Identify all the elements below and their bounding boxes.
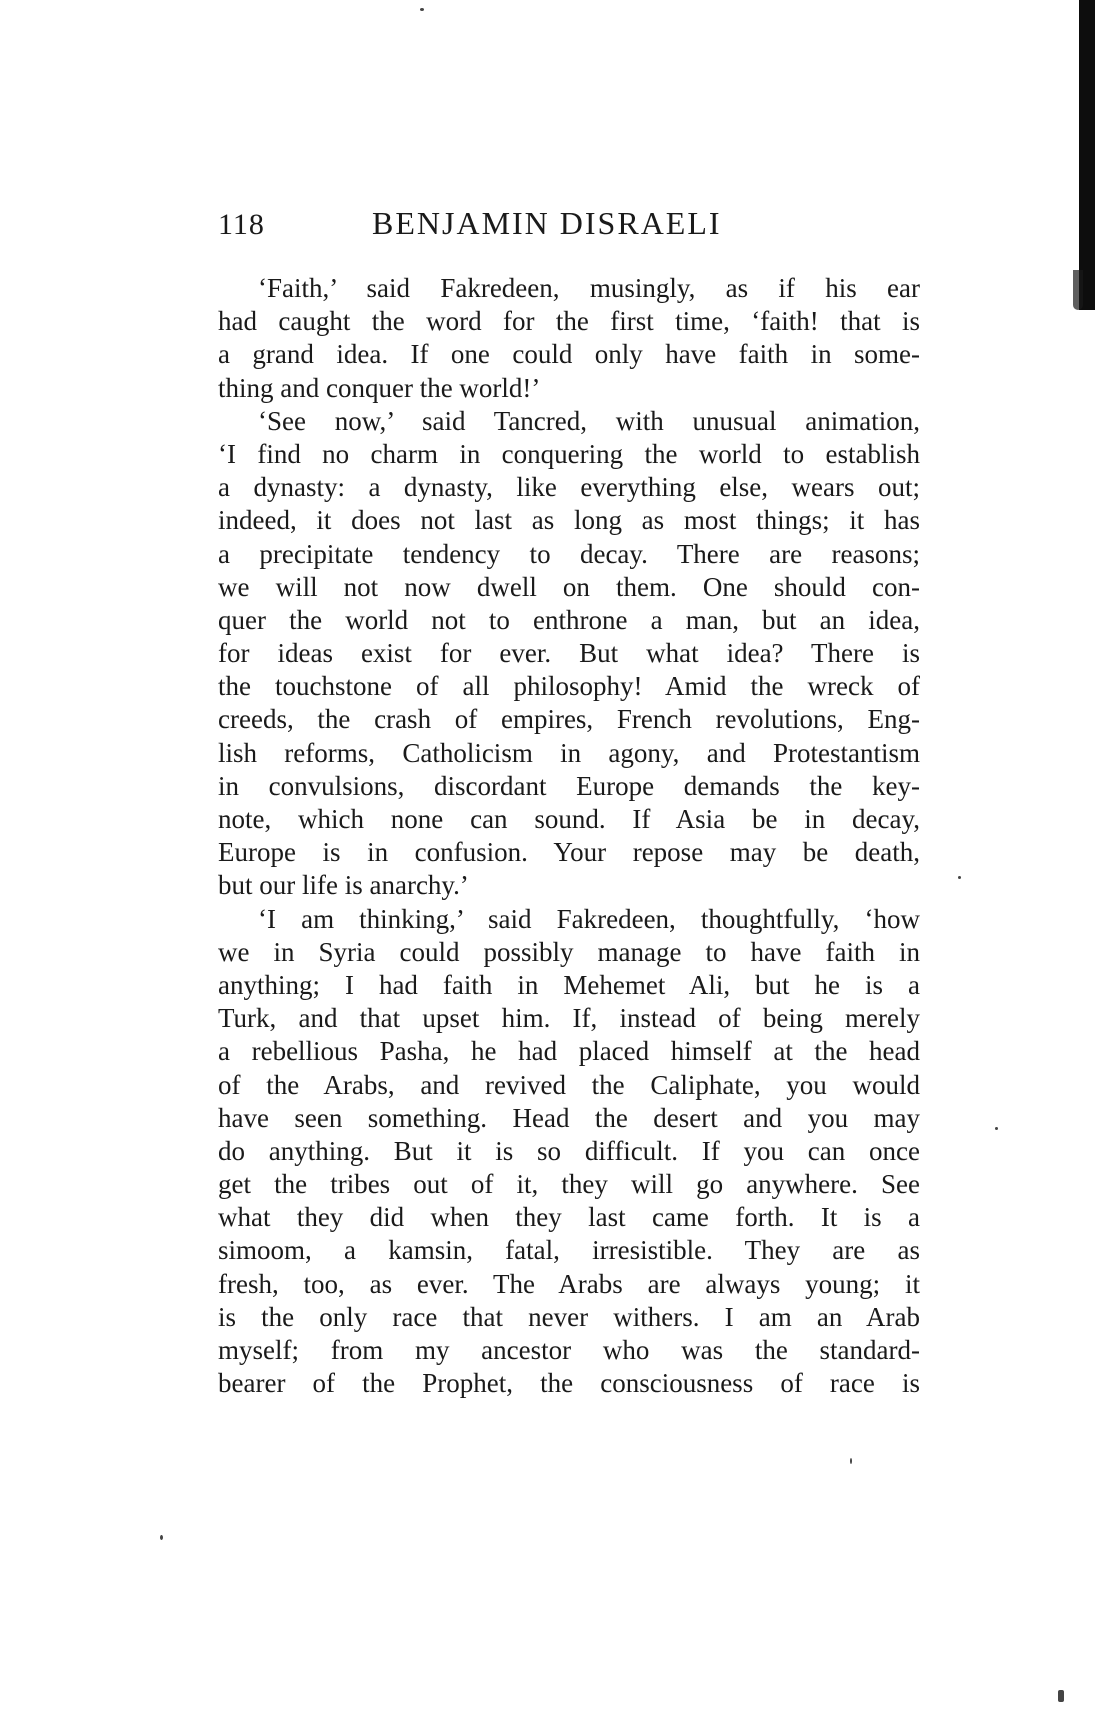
text-line: the touchstone of all philosophy! Amid the wreck of [218, 671, 920, 702]
scan-speck [958, 876, 961, 879]
text-line: myself; from my ancestor who was the standard- [218, 1335, 920, 1365]
scan-speck [850, 1458, 852, 1464]
paragraph [218, 405, 920, 903]
text-line: indeed, it does not last as long as most things; it has [218, 505, 920, 536]
text-line: ‘See now,’ said Tancred, with unusual animation, [258, 405, 920, 436]
text-line: in convulsions, discordant Europe demands the key- [218, 770, 920, 801]
text-line: have seen something. Head the desert and you may [218, 1102, 920, 1133]
text-line: simoom, a kamsin, fatal, irresistible. They are as [218, 1235, 920, 1266]
text-line: a rebellious Pasha, he had placed himself at the head [218, 1036, 920, 1067]
text-line: for ideas exist for ever. But what idea? There is [218, 638, 920, 669]
text-line: bearer of the Prophet, the consciousness of race is [218, 1368, 920, 1399]
paragraph [218, 903, 920, 1401]
text-line: creeds, the crash of empires, French revolutions, Eng- [218, 704, 920, 735]
text-line: Turk, and that upset him. If, instead of being merely [218, 1003, 920, 1034]
paragraph [218, 272, 920, 405]
page-header [218, 205, 918, 251]
page-number: 118 [218, 208, 265, 241]
text-line: what they did when they last came forth. It is a [218, 1202, 920, 1233]
text-line: we in Syria could possibly manage to have faith in [218, 936, 920, 967]
text-line: do anything. But it is so difficult. If you can once [218, 1135, 920, 1166]
text-line: a dynasty: a dynasty, like everything else, wears out; [218, 472, 920, 503]
scan-speck [1058, 1690, 1064, 1702]
text-line: get the tribes out of it, they will go anywhere. See [218, 1169, 920, 1200]
text-line: but our life is anarchy.’ [218, 870, 469, 901]
text-line: fresh, too, as ever. The Arabs are always young; it [218, 1268, 920, 1299]
text-line: Europe is in confusion. Your repose may be death, [218, 837, 920, 868]
running-title: BENJAMIN DISRAELI [372, 205, 722, 241]
text-line: lish reforms, Catholicism in agony, and Protestantism [218, 737, 920, 768]
text-line: had caught the word for the first time, ‘faith! that is [218, 306, 920, 337]
body-text [218, 272, 920, 1400]
text-line: a grand idea. If one could only have faith in some- [218, 339, 920, 370]
text-line: ‘Faith,’ said Fakredeen, musingly, as if his ear [258, 273, 920, 303]
scan-edge-mark [1079, 0, 1095, 310]
text-line: note, which none can sound. If Asia be in decay, [218, 804, 920, 834]
text-line: a precipitate tendency to decay. There are reasons; [218, 538, 920, 569]
scan-speck [995, 1127, 998, 1130]
text-line: quer the world not to enthrone a man, but an idea, [218, 604, 920, 635]
text-line: is the only race that never withers. I am an Arab [218, 1301, 920, 1332]
text-line: of the Arabs, and revived the Caliphate, you would [218, 1069, 920, 1100]
scan-speck [160, 1535, 163, 1540]
text-line: thing and conquer the world!’ [218, 372, 541, 403]
scan-speck [420, 8, 424, 11]
text-line: ‘I find no charm in conquering the world to establish [218, 438, 920, 469]
text-line: anything; I had faith in Mehemet Ali, but he is a [218, 969, 920, 1000]
text-line: ‘I am thinking,’ said Fakredeen, thoughtfully, ‘how [258, 903, 920, 934]
text-line: we will not now dwell on them. One should con- [218, 571, 920, 602]
